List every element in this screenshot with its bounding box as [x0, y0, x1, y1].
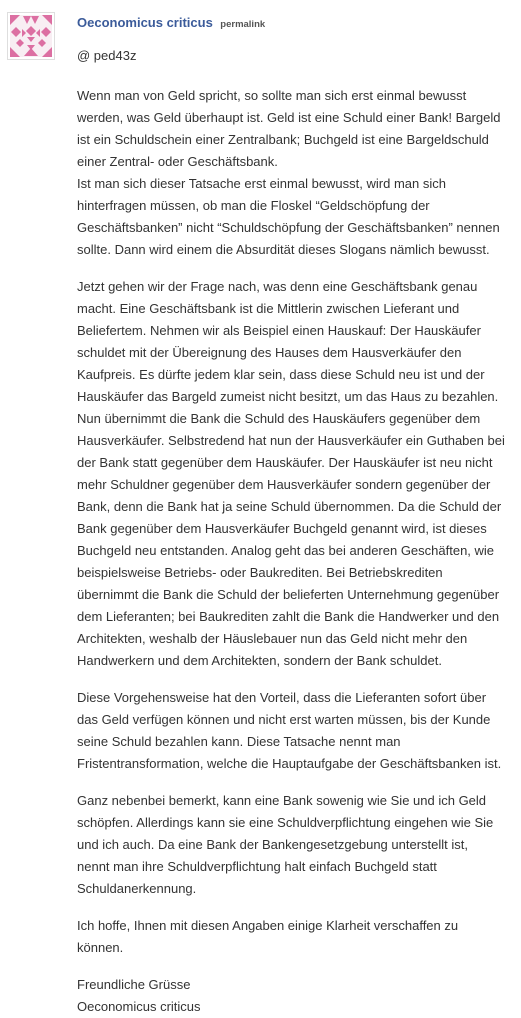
identicon-avatar-icon	[10, 15, 52, 57]
comment-paragraph	[77, 85, 511, 261]
paragraph-line: Hausverkäufer. Selbstredend hat nun der Hausverkäufer ein Guthaben bei	[77, 433, 505, 448]
paragraph-line: werden, was Geld überhaupt ist. Geld ist eine Schuld einer Bank! Bargeld	[77, 110, 501, 125]
comment-text	[77, 85, 511, 1018]
comment-paragraph	[77, 687, 511, 775]
permalink-link[interactable]: permalink	[220, 19, 266, 30]
paragraph-line: schöpfen. Allerdings kann sie eine Schuldverpflichtung eingehen wie Sie	[77, 815, 494, 830]
avatar[interactable]	[7, 12, 55, 60]
paragraph-line: Ich hoffe, Ihnen mit diesen Angaben einige Klarheit verschaffen zu	[77, 918, 459, 933]
paragraph-line: Freundliche Grüsse	[77, 977, 191, 992]
paragraph-line: schuldet mit der Übereignung des Hauses dem Hausverkäufer den	[77, 345, 462, 360]
paragraph-line: das Geld verfügen können und nicht erst warten müssen, bis der Kunde	[77, 712, 491, 727]
paragraph-line: sollte. Dann wird einem die Absurdität dieses Slogans nämlich bewusst.	[77, 242, 490, 257]
paragraph-line: macht. Eine Geschäftsbank ist die Mittlerin zwischen Lieferant und	[77, 301, 460, 316]
paragraph-line: Jetzt gehen wir der Frage nach, was denn eine Geschäftsbank genau	[77, 279, 478, 294]
paragraph-line: mehr Schuldner gegenüber dem Hausverkäufer sondern gegenüber der	[77, 477, 491, 492]
paragraph-line: ist ein Schuldschein einer Zentralbank; Buchgeld ist eine Bargeldschuld	[77, 132, 489, 147]
paragraph-line: Geschäftsbanken” nicht “Schuldschöpfung der Geschäftsbanken” nennen	[77, 220, 500, 235]
paragraph-line: Nun übernimmt die Bank die Schuld des Hauskäufers gegenüber dem	[77, 411, 481, 426]
paragraph-line: Hauskäufer das Bargeld zumeist nicht besitzt, um das Haus zu bezahlen.	[77, 389, 499, 404]
paragraph-line: Architekten, weshalb der Häuslebauer nun das Geld nicht mehr den	[77, 631, 468, 646]
comment-body	[77, 0, 511, 1018]
paragraph-line: Beliefertem. Nehmen wir als Beispiel einen Hauskauf: Der Hauskäufer	[77, 323, 481, 338]
comment-paragraph	[77, 974, 511, 1018]
paragraph-line: Ganz nebenbei bemerkt, kann eine Bank sowenig wie Sie und ich Geld	[77, 793, 487, 808]
paragraph-line: dem Lieferanten; bei Baukrediten zahlt die Bank die Handwerker und den	[77, 609, 500, 624]
paragraph-line: Wenn man von Geld spricht, so sollte man sich erst einmal bewusst	[77, 88, 467, 103]
comment-paragraph	[77, 790, 511, 900]
paragraph-line: können.	[77, 940, 124, 955]
paragraph-line: Buchgeld neu entstanden. Analog geht das bei anderen Geschäften, wie	[77, 543, 495, 558]
paragraph-line: hinterfragen müssen, ob man die Floskel “Geldschöpfung der	[77, 198, 430, 213]
paragraph-line: einer Zentral- oder Geschäftsbank.	[77, 154, 278, 169]
paragraph-line: Fristentransformation, welche die Hauptaufgabe der Geschäftsbanken ist.	[77, 756, 502, 771]
paragraph-line: übernimmt die Bank die Schuld der belieferten Unternehmung gegenüber	[77, 587, 500, 602]
paragraph-line: Ist man sich dieser Tatsache erst einmal bewusst, wird man sich	[77, 176, 446, 191]
paragraph-line: der Bank statt gegenüber dem Hauskäufer. Der Hauskäufer ist neu nicht	[77, 455, 493, 470]
paragraph-line: Diese Vorgehensweise hat den Vorteil, dass die Lieferanten sofort über	[77, 690, 487, 705]
author-link[interactable]: Oeconomicus criticus	[77, 15, 213, 30]
paragraph-line: Oeconomicus criticus	[77, 999, 201, 1014]
paragraph-line: Schuldanerkennung.	[77, 881, 197, 896]
paragraph-line: Handwerkern und dem Architekten, sondern der Bank schuldet.	[77, 653, 442, 668]
comment-paragraph	[77, 276, 511, 672]
comment-header	[77, 14, 511, 32]
paragraph-line: Bank, denn die Bank hat ja seine Schuld übernommen. Da die Schuld der	[77, 499, 502, 514]
paragraph-line: Kaufpreis. Es dürfte jedem klar sein, dass diese Schuld neu ist und der	[77, 367, 485, 382]
paragraph-line: beispielsweise Betriebs- oder Baukrediten. Bei Betriebskrediten	[77, 565, 443, 580]
paragraph-line: seine Schuld bezahlen kann. Diese Tatsache nennt man	[77, 734, 401, 749]
paragraph-line: nennt man ihre Schuldverpflichtung halt einfach Buchgeld statt	[77, 859, 437, 874]
paragraph-line: und ich auch. Da eine Bank der Bankengesetzgebung unterstellt ist,	[77, 837, 468, 852]
comment-paragraph	[77, 915, 511, 959]
reply-to-mention: @ ped43z	[77, 48, 137, 63]
paragraph-line: Bank gegenüber dem Hausverkäufer Buchgeld genannt wird, ist dieses	[77, 521, 487, 536]
